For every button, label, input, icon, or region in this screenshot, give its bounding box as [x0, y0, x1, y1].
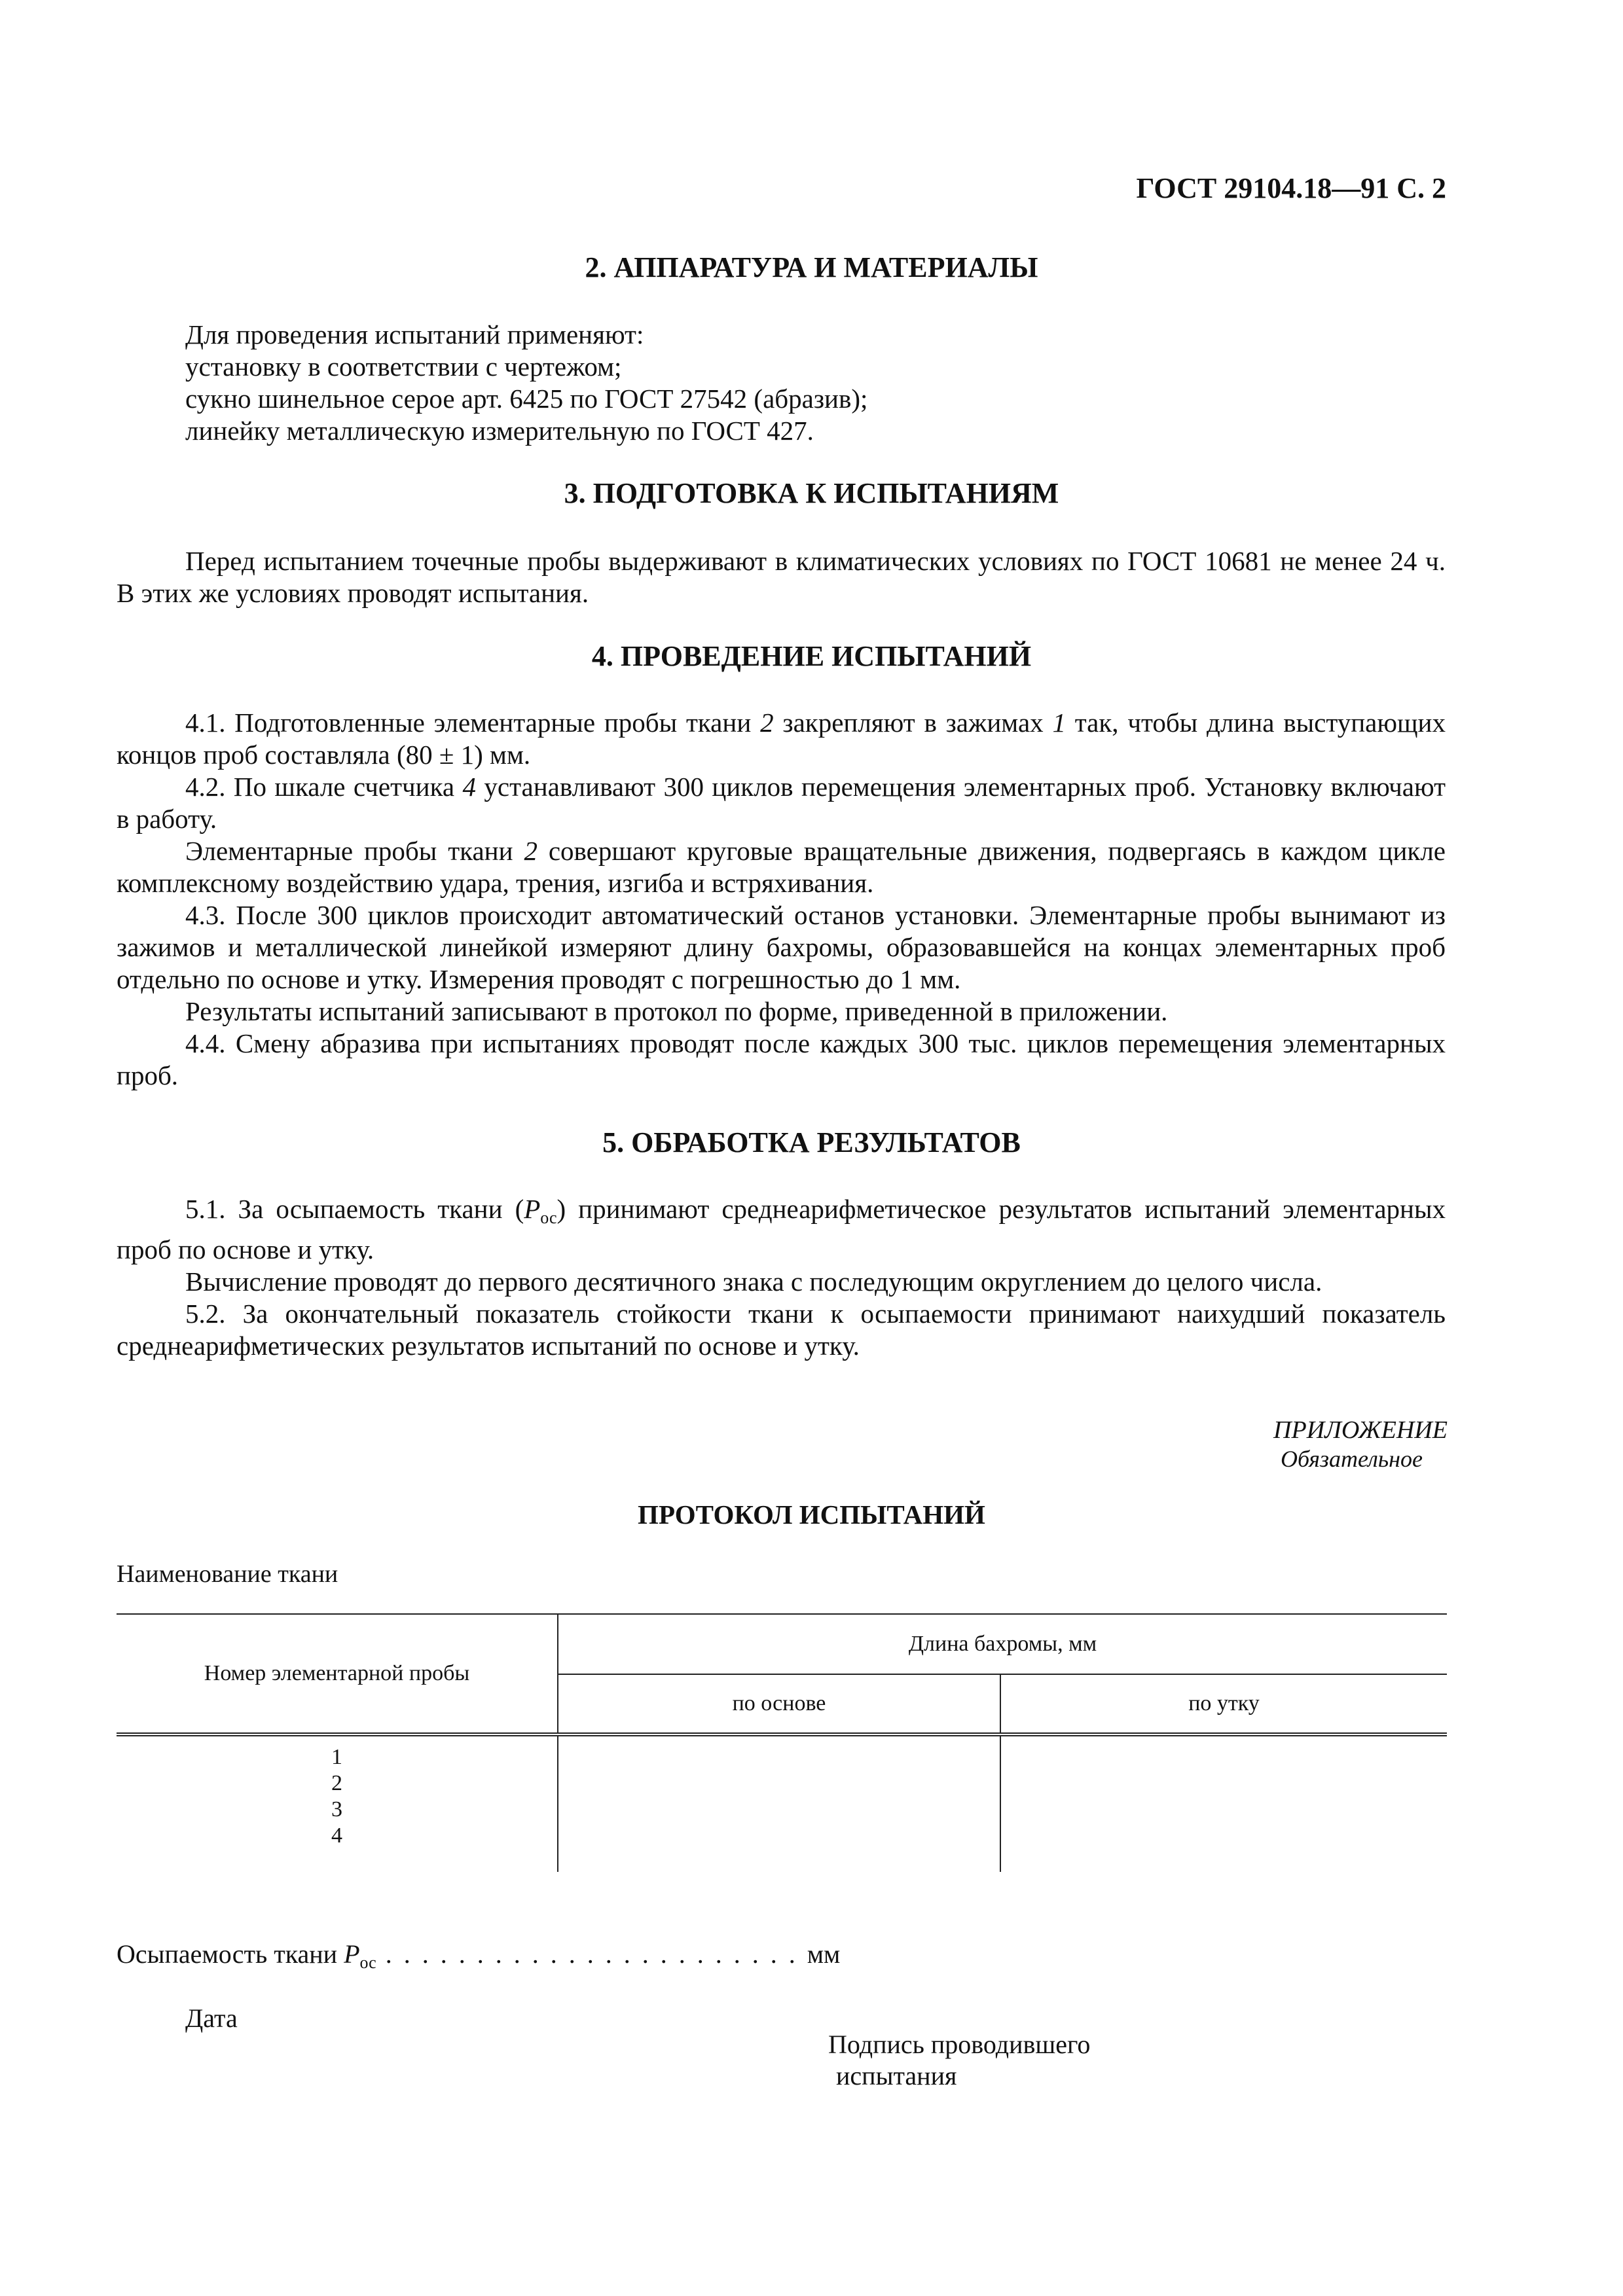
date-label: Дата: [185, 2003, 238, 2033]
paragraph-4-2-b: Элементарные пробы ткани 2 совершают круговые вращательные движения, подвергаясь в каждом цикле комплексному воздействию удара, трения, изгиба и встряхивания.: [117, 836, 1446, 898]
section-2-list: [185, 319, 867, 447]
paragraph-4-3: 4.3. После 300 циклов происходит автоматический останов установки. Элементарные пробы вынимают из зажимов и металлической линейкой измеряют длину бахромы, образовавшейся на концах элементарных проб отдельно по основе и утку. Измерения проводят с погрешностью до 1 мм.: [117, 900, 1446, 994]
section-3-title: 3. ПОДГОТОВКА К ИСПЫТАНИЯМ: [564, 477, 1059, 509]
paragraph-4-2: 4.2. По шкале счетчика 4 устанавливают 300 циклов перемещения элементарных проб. Установку включают в работу.: [117, 772, 1446, 834]
warp-values-cell: [558, 1734, 1000, 1872]
section-4-title: 4. ПРОВЕДЕНИЕ ИСПЫТАНИЙ: [591, 640, 1032, 672]
section-2-line-2: установку в соответствии с чертежом;: [185, 351, 622, 382]
signature-label: [828, 2029, 1090, 2092]
section-2-line-4: линейку металлическую измерительную по ГОСТ 427.: [185, 416, 814, 446]
column-header-sample-number: Номер элементарной пробы: [117, 1614, 558, 1734]
fabric-name-label: Наименование ткани: [117, 1560, 338, 1588]
crumble-result-line: Осыпаемость ткани $P_{ос}$ . . . . . . . . . . . . . . . . . . . . . . . мм: [117, 1939, 841, 1972]
paragraph-5-1-b: Вычисление проводят до первого десятичного знака с последующим округлением до целого числа.: [185, 1266, 1322, 1297]
signature-line-2: испытания: [836, 2061, 957, 2090]
signature-line-1: Подпись проводившего: [828, 2030, 1091, 2059]
section-5-body: [117, 1193, 1446, 1362]
protocol-title: ПРОТОКОЛ ИСПЫТАНИЙ: [638, 1499, 985, 1530]
appendix-title: ПРИЛОЖЕНИЕ: [1273, 1416, 1448, 1444]
paragraph-5-1: 5.1. За осыпаемость ткани $(P_{ос})$ принимают среднеарифметическое результатов испытаний элементарных проб по основе и утку.: [117, 1194, 1446, 1265]
section-2-line-3: сукно шинельное серое арт. 6425 по ГОСТ 27542 (абразив);: [185, 384, 868, 414]
column-header-weft: по утку: [1000, 1674, 1447, 1734]
column-header-warp: по основе: [558, 1674, 1000, 1734]
column-group-header-fringe-length: Длина бахромы, мм: [558, 1614, 1447, 1674]
paragraph-4-1: 4.1. Подготовленные элементарные пробы ткани 2 закрепляют в зажимах 1 так, чтобы длина выступающих концов проб составляла (80 ± 1) мм.: [117, 708, 1446, 770]
sample-number-3: 3: [331, 1797, 342, 1821]
paragraph-5-2: 5.2. За окончательный показатель стойкости ткани к осыпаемости принимают наихудший показатель среднеарифметических результатов испытаний по основе и утку.: [117, 1299, 1446, 1361]
sample-numbers-cell: [117, 1734, 558, 1872]
sample-number-2: 2: [331, 1771, 342, 1795]
results-table: [117, 1613, 1447, 1872]
section-5-title: 5. ОБРАБОТКА РЕЗУЛЬТАТОВ: [602, 1126, 1021, 1158]
section-2-line-1: Для проведения испытаний применяют:: [185, 319, 644, 350]
section-2-title: 2. АППАРАТУРА И МАТЕРИАЛЫ: [585, 251, 1038, 283]
document-header-code: ГОСТ 29104.18—91 С. 2: [1136, 172, 1446, 204]
section-4-body: [117, 707, 1446, 1092]
appendix-subtitle: Обязательное: [1281, 1446, 1423, 1472]
sample-number-4: 4: [331, 1823, 342, 1848]
appendix-label: [1273, 1416, 1448, 1473]
section-3-paragraph: Перед испытанием точечные пробы выдерживают в климатических условиях по ГОСТ 10681 не менее 24 ч. В этих же условиях проводят испытания.: [117, 546, 1446, 608]
section-3-body: [117, 545, 1446, 609]
paragraph-4-3-b: Результаты испытаний записывают в протокол по форме, приведенной в приложении.: [185, 996, 1168, 1026]
paragraph-4-4: 4.4. Смену абразива при испытаниях проводят после каждых 300 тыс. циклов перемещения элементарных проб.: [117, 1028, 1446, 1090]
weft-values-cell: [1000, 1734, 1447, 1872]
sample-number-1: 1: [331, 1745, 342, 1769]
